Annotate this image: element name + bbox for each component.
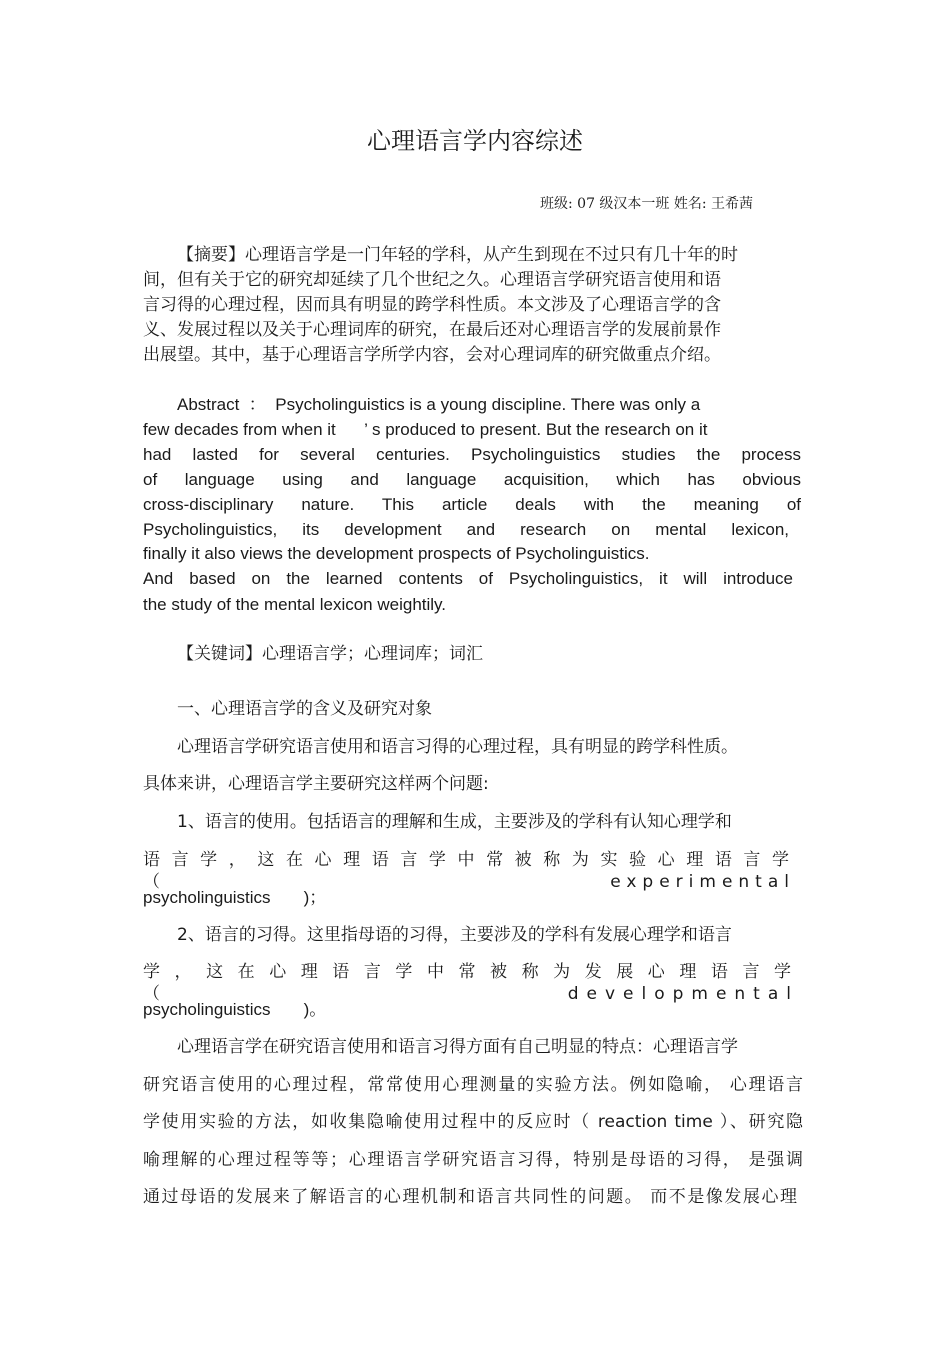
abstract-en-line: Psycholinguistics, its development and research on mental lexicon, xyxy=(143,520,789,539)
body-line: 通过母语的发展来了解语言的心理机制和语言共同性的问题。 而不是像发展心理 xyxy=(143,1187,797,1207)
abstract-en-line: cross-disciplinary nature. This article deals with the meaning of xyxy=(143,495,801,514)
body-line: 喻理解的心理过程等等；心理语言学研究语言习得，特别是母语的习得， 是强调 xyxy=(143,1150,803,1170)
document-title: 心理语言学内容综述 xyxy=(367,127,583,155)
abstract-en-line: of language using and language acquisition, which has obvious xyxy=(143,470,801,489)
body-line: psycholinguistics )； xyxy=(143,888,327,907)
abstract-cn-line: 【摘要】心理语言学是一门年轻的学科，从产生到现在不过只有几十年的时 xyxy=(177,245,738,265)
author-class-info: 班级: 07 级汉本一班 姓名: 王希茜 xyxy=(540,196,754,212)
body-line: psycholinguistics )。 xyxy=(143,1000,327,1019)
body-line: 心理语言学研究语言使用和语言习得的心理过程，具有明显的跨学科性质。 xyxy=(177,737,738,757)
body-line: 语言学，这在心理语言学中常被称为实验心理语言学（experimental xyxy=(143,850,795,892)
abstract-en-line: And based on the learned contents of Psycholinguistics, it will introduce xyxy=(143,569,793,588)
body-line: 具体来讲，心理语言学主要研究这样两个问题: xyxy=(143,774,489,794)
body-line: 1、语言的使用。包括语言的理解和生成，主要涉及的学科有认知心理学和 xyxy=(177,812,732,832)
abstract-cn-line: 出展望。其中，基于心理语言学所学内容，会对心理词库的研究做重点介绍。 xyxy=(143,345,721,365)
abstract-en-line: had lasted for several centuries. Psycholinguistics studies the process xyxy=(143,445,801,464)
abstract-en-line: few decades from when it ’ s produced to present. But the research on it xyxy=(143,420,708,439)
section-heading: 一、心理语言学的含义及研究对象 xyxy=(177,699,432,719)
abstract-en-line: finally it also views the development prospects of Psycholinguistics. xyxy=(143,544,650,563)
body-line: 2、语言的习得。这里指母语的习得，主要涉及的学科有发展心理学和语言 xyxy=(177,925,732,945)
abstract-en-line: the study of the mental lexicon weightily. xyxy=(143,595,447,614)
body-line: 学，这在心理语言学中常被称为发展心理语言学（developmental xyxy=(143,962,799,1004)
body-line: 研究语言使用的心理过程，常常使用心理测量的实验方法。例如隐喻， 心理语言 xyxy=(143,1075,803,1095)
abstract-en-line: Abstract ： Psycholinguistics is a young discipline. There was only a xyxy=(177,395,701,414)
keywords: 【关键词】心理语言学；心理词库；词汇 xyxy=(177,644,483,664)
abstract-cn-line: 义、发展过程以及关于心理词库的研究，在最后还对心理语言学的发展前景作 xyxy=(143,320,721,340)
body-line: 心理语言学在研究语言使用和语言习得方面有自己明显的特点：心理语言学 xyxy=(177,1037,738,1057)
abstract-cn-line: 言习得的心理过程，因而具有明显的跨学科性质。本文涉及了心理语言学的含 xyxy=(143,295,721,315)
abstract-cn-line: 间，但有关于它的研究却延续了几个世纪之久。心理语言学研究语言使用和语 xyxy=(143,270,721,290)
body-line: 学使用实验的方法，如收集隐喻使用过程中的反应时（ reaction time ）、研究隐 xyxy=(143,1112,803,1132)
